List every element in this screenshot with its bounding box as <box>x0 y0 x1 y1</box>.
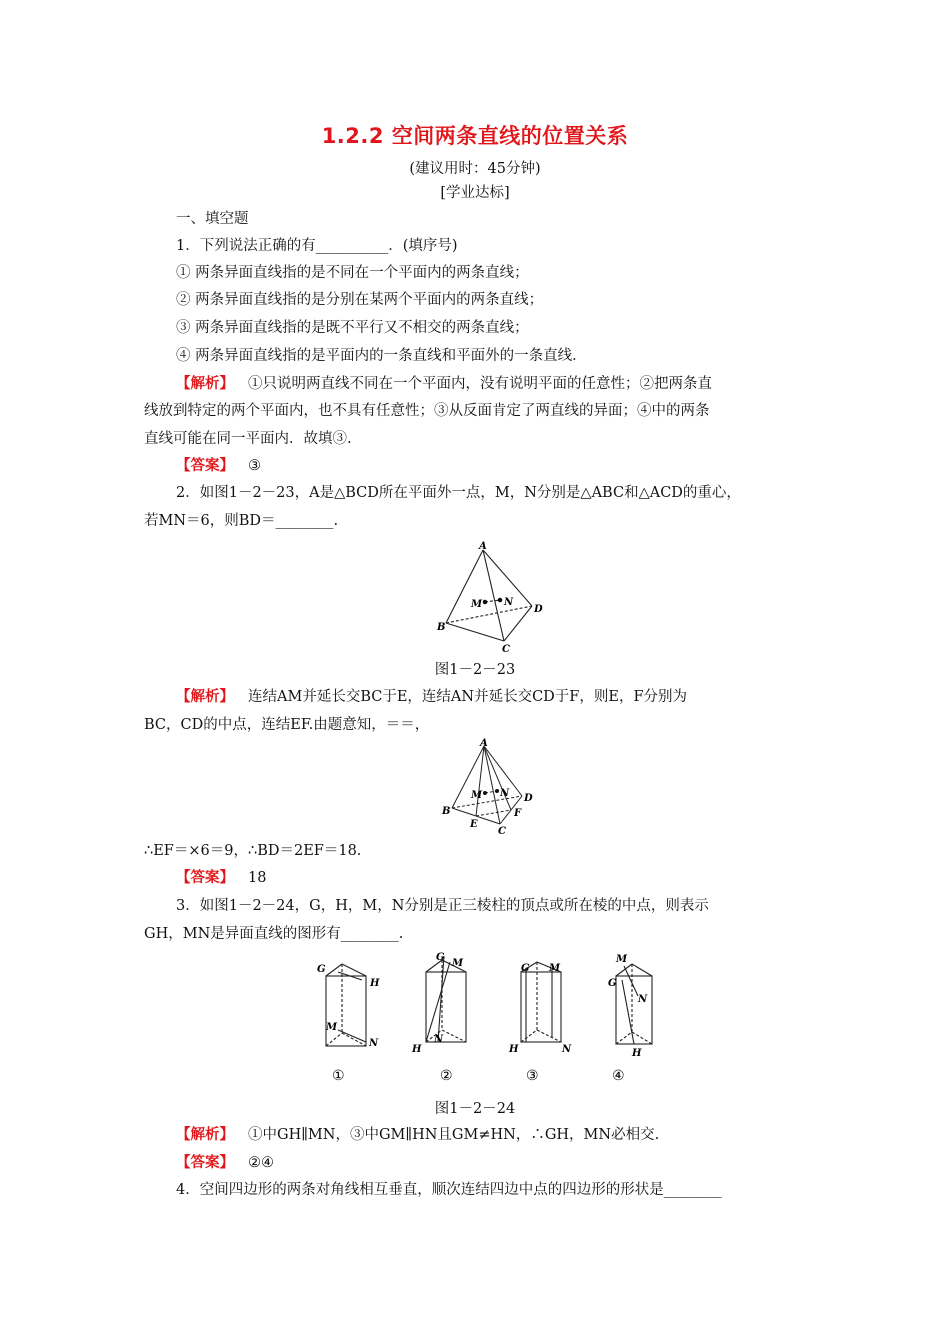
fig2-label-n: N <box>500 788 510 799</box>
prism1-number: ① <box>332 1068 345 1084</box>
q1-answer-value: ③ <box>248 458 261 474</box>
prism2-label-h: H <box>412 1044 422 1055</box>
fig2-label-e: E <box>470 819 478 830</box>
prism1-label-n: N <box>369 1038 379 1049</box>
fig2-label-f: F <box>514 808 522 819</box>
prism1-label-h: H <box>370 978 380 989</box>
suggested-time: (建议用时：45分钟) <box>409 161 541 177</box>
q1-option-1: ① 两条异面直线指的是不同在一个平面内的两条直线； <box>176 265 529 281</box>
q1-answer <box>176 456 261 476</box>
fig1-label-m: M <box>471 599 483 610</box>
prism1-label-g: G <box>317 964 326 975</box>
q1-option-3: ③ 两条异面直线指的是既不平行又不相交的两条直线； <box>176 320 529 336</box>
level-heading: [学业达标] <box>440 185 510 201</box>
fig1-label-c: C <box>502 644 510 655</box>
q1-analysis-line-2: 线放到特定的两个平面内，也不具有任意性；③从反面肯定了两直线的异面；④中的两条 <box>144 403 710 419</box>
prism3-label-n: N <box>562 1044 572 1055</box>
tetrahedron-figure <box>436 538 546 658</box>
q3-answer <box>176 1153 274 1173</box>
q2-analysis-text-1: 连结AM并延长交BC于E，连结AN并延长交CD于F，则E，F分别为 <box>248 689 688 705</box>
prism4-label-h: H <box>632 1048 642 1059</box>
q2-answer-value: 18 <box>248 870 267 886</box>
fig1-label-b: B <box>437 622 446 633</box>
q3-stem-line-2: GH，MN是异面直线的图形有________. <box>144 926 404 942</box>
prism4-label-g: G <box>608 978 617 989</box>
fig1-label-n: N <box>504 597 514 608</box>
q3-answer-tag: 【答案】 <box>176 1154 234 1171</box>
figure-1-2-23-caption: 图1－2－23 <box>434 662 516 678</box>
prism-figures <box>316 948 666 1088</box>
q1-option-2: ② 两条异面直线指的是分别在某两个平面内的两条直线； <box>176 292 544 308</box>
prism3-label-g: G <box>521 963 530 974</box>
page-title: 1.2.2 空间两条直线的位置关系 <box>321 124 629 148</box>
q2-conclusion: ∴EF＝×6＝9，∴BD＝2EF＝18. <box>144 843 362 859</box>
q2-stem-line-2: 若MN＝6，则BD＝________. <box>144 513 339 529</box>
q1-answer-tag: 【答案】 <box>176 457 234 474</box>
fig1-label-d: D <box>534 604 543 615</box>
q1-analysis-line-1 <box>176 374 712 394</box>
q3-answer-value: ②④ <box>248 1155 274 1171</box>
prism3-number: ③ <box>526 1068 539 1084</box>
q1-analysis-text-1: ①只说明两直线不同在一个平面内，没有说明平面的任意性；②把两条直 <box>248 376 712 392</box>
q2-answer <box>176 868 266 888</box>
fig2-label-c: C <box>498 826 506 836</box>
prism2-label-m: M <box>452 958 464 969</box>
prism2-label-n: N <box>434 1034 444 1045</box>
q2-analysis-tag: 【解析】 <box>176 688 234 705</box>
q3-stem-line-1: 3．如图1－2－24，G，H，M，N分别是正三棱柱的顶点或所在棱的中点，则表示 <box>176 898 709 914</box>
figure-1-2-24-caption: 图1－2－24 <box>434 1101 516 1117</box>
prism3-label-h: H <box>509 1044 519 1055</box>
prism3-label-m: M <box>549 963 561 974</box>
fig2-label-b: B <box>442 806 451 817</box>
q2-answer-tag: 【答案】 <box>176 869 234 886</box>
prism2-number: ② <box>440 1068 453 1084</box>
section-heading: 一、填空题 <box>176 211 249 227</box>
q1-analysis-tag: 【解析】 <box>176 375 234 392</box>
fig2-label-d: D <box>524 793 533 804</box>
q2-stem-line-1: 2．如图1－2－23，A是△BCD所在平面外一点，M，N分别是△ABC和△ACD的重心， <box>176 485 741 501</box>
prism1-label-m: M <box>326 1022 338 1033</box>
tetrahedron-analysis-figure <box>440 738 540 836</box>
q2-analysis-line-2: BC，CD的中点，连结EF.由题意知，＝＝， <box>144 717 430 733</box>
prism2-label-g: G <box>436 952 445 963</box>
q4-stem: 4．空间四边形的两条对角线相互垂直，顺次连结四边中点的四边形的形状是________ <box>176 1182 722 1198</box>
fig2-label-m: M <box>471 790 483 801</box>
prism4-label-m: M <box>616 954 628 965</box>
fig1-label-a: A <box>479 541 487 552</box>
q1-option-4: ④ 两条异面直线指的是平面内的一条直线和平面外的一条直线． <box>176 348 587 364</box>
q1-analysis-line-3: 直线可能在同一平面内．故填③. <box>144 431 352 447</box>
prism4-number: ④ <box>612 1068 625 1084</box>
q2-analysis-line-1 <box>176 687 687 707</box>
q3-analysis-text: ①中GH∥MN，③中GM∥HN且GM≠HN，∴GH，MN必相交. <box>248 1127 660 1143</box>
prism4-label-n: N <box>638 994 648 1005</box>
fig2-label-a: A <box>480 738 488 749</box>
q3-analysis-tag: 【解析】 <box>176 1126 234 1143</box>
q3-analysis <box>176 1125 659 1145</box>
q1-stem: 1．下列说法正确的有__________．(填序号) <box>176 238 458 254</box>
